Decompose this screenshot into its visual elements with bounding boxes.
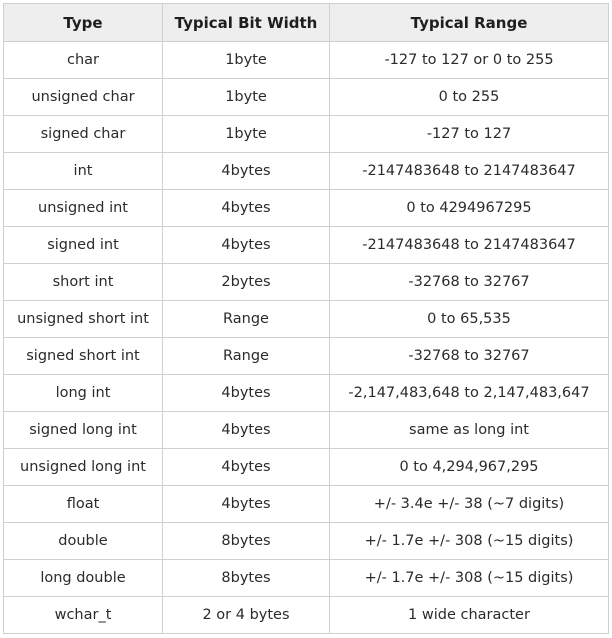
cell-range: -2147483648 to 2147483647 [330, 153, 609, 190]
cell-type: wchar_t [4, 597, 163, 634]
cell-range: 0 to 4294967295 [330, 190, 609, 227]
table-row [4, 190, 609, 227]
table-row [4, 153, 609, 190]
table-row [4, 523, 609, 560]
cell-range: same as long int [330, 412, 609, 449]
cell-range: -127 to 127 [330, 116, 609, 153]
cell-bit-width: 4bytes [163, 412, 330, 449]
cell-type: long int [4, 375, 163, 412]
cell-bit-width: 4bytes [163, 153, 330, 190]
cell-type: signed short int [4, 338, 163, 375]
cell-type: signed char [4, 116, 163, 153]
data-types-table [3, 3, 609, 634]
cell-bit-width: 1byte [163, 42, 330, 79]
table-body [4, 42, 609, 634]
table-row [4, 449, 609, 486]
table-row [4, 412, 609, 449]
table-row [4, 597, 609, 634]
table-row [4, 116, 609, 153]
table-row [4, 42, 609, 79]
cell-bit-width: Range [163, 301, 330, 338]
cell-bit-width: 4bytes [163, 227, 330, 264]
cell-type: signed int [4, 227, 163, 264]
cell-type: unsigned int [4, 190, 163, 227]
header-type: Type [4, 4, 163, 42]
cell-type: int [4, 153, 163, 190]
header-bit-width: Typical Bit Width [163, 4, 330, 42]
cell-range: +/- 3.4e +/- 38 (~7 digits) [330, 486, 609, 523]
cell-bit-width: Range [163, 338, 330, 375]
table-container [3, 3, 608, 634]
cell-type: float [4, 486, 163, 523]
cell-bit-width: 1byte [163, 116, 330, 153]
table-header [4, 4, 609, 42]
cell-type: unsigned long int [4, 449, 163, 486]
table-row [4, 79, 609, 116]
table-row [4, 486, 609, 523]
table-row [4, 227, 609, 264]
cell-range: -127 to 127 or 0 to 255 [330, 42, 609, 79]
cell-range: 0 to 255 [330, 79, 609, 116]
cell-range: -32768 to 32767 [330, 338, 609, 375]
cell-type: short int [4, 264, 163, 301]
cell-bit-width: 2bytes [163, 264, 330, 301]
table-row [4, 264, 609, 301]
cell-range: 0 to 65,535 [330, 301, 609, 338]
cell-type: signed long int [4, 412, 163, 449]
cell-bit-width: 8bytes [163, 560, 330, 597]
cell-range: -2147483648 to 2147483647 [330, 227, 609, 264]
cell-bit-width: 4bytes [163, 190, 330, 227]
cell-range: -2,147,483,648 to 2,147,483,647 [330, 375, 609, 412]
cell-type: unsigned char [4, 79, 163, 116]
cell-bit-width: 2 or 4 bytes [163, 597, 330, 634]
header-range: Typical Range [330, 4, 609, 42]
cell-type: long double [4, 560, 163, 597]
cell-range: +/- 1.7e +/- 308 (~15 digits) [330, 560, 609, 597]
cell-bit-width: 4bytes [163, 486, 330, 523]
cell-type: unsigned short int [4, 301, 163, 338]
cell-range: 0 to 4,294,967,295 [330, 449, 609, 486]
table-row [4, 301, 609, 338]
table-row [4, 560, 609, 597]
header-row [4, 4, 609, 42]
cell-bit-width: 8bytes [163, 523, 330, 560]
cell-bit-width: 4bytes [163, 375, 330, 412]
cell-range: -32768 to 32767 [330, 264, 609, 301]
table-row [4, 375, 609, 412]
table-row [4, 338, 609, 375]
cell-type: char [4, 42, 163, 79]
cell-range: 1 wide character [330, 597, 609, 634]
cell-type: double [4, 523, 163, 560]
cell-bit-width: 1byte [163, 79, 330, 116]
cell-bit-width: 4bytes [163, 449, 330, 486]
cell-range: +/- 1.7e +/- 308 (~15 digits) [330, 523, 609, 560]
